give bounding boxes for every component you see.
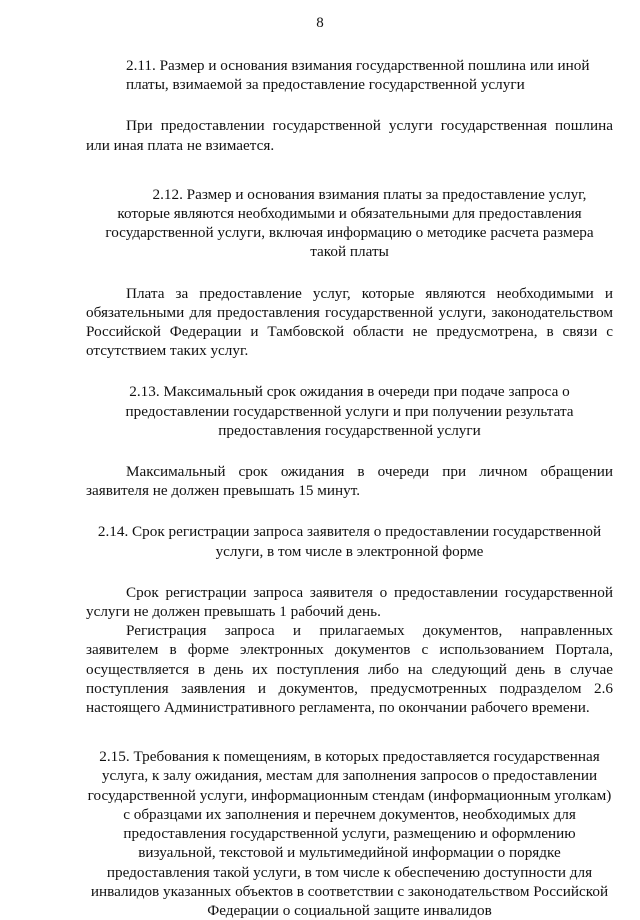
document-body — [86, 56, 613, 920]
section-2-14-paragraph-1: Срок регистрации запроса заявителя о предоставлении государственной услуги не должен превышать 1 рабочий день. — [86, 583, 613, 621]
section-2-12-paragraph: Плата за предоставление услуг, которые являются необходимыми и обязательными для предоставления государственной услуги, законодательством Российской Федерации и Тамбовской области не предусмотрена, в связи с отсутствием таких услуг. — [86, 284, 613, 360]
section-2-14-paragraph-2: Регистрация запроса и прилагаемых документов, направленных заявителем в форме электронных документов с использованием Портала, осуществляется в день их поступления либо на следующий день в случае поступления заявления и документов, предусмотренных подразделом 2.6 настоящего Административного регламента, по окончании рабочего времени. — [86, 622, 613, 717]
section-2-15-heading: 2.15. Требования к помещениям, в которых предоставляется государственная услуга, к залу ожидания, местам для заполнения запросов о предоставлении государственной услуги, информационным стендам (информационным уголкам) с образцами их заполнения и перечнем документов, необходимых для предоставления государственной услуги, размещению и оформлению визуальной, текстовой и мультимедийной информации о порядке предоставления такой услуги, в том числе к обеспечению доступности для инвалидов указанных объектов в соответствии с законодательством Российской Федерации о социальной защите инвалидов — [87, 748, 612, 919]
section-2-11-heading: 2.11. Размер и основания взимания государственной пошлина или иной платы, взимаемой за предоставление государственной услуги — [126, 57, 590, 94]
section-2-13-heading: 2.13. Максимальный срок ожидания в очереди при подаче запроса о предоставлении государственной услуги и при получении результата предоставления государственной услуги — [125, 383, 574, 439]
section-2-11-paragraph: При предоставлении государственной услуги государственная пошлина или иная плата не взимается. — [86, 117, 613, 154]
section-2-13-paragraph: Максимальный срок ожидания в очереди при личном обращении заявителя не должен превышать 15 минут. — [86, 463, 613, 500]
section-2-12-heading: 2.12. Размер и основания взимания платы за предоставление услуг, которые являются необходимыми и обязательными для предоставления государственной услуги, включая информацию о методике расчета размера такой платы — [105, 185, 594, 261]
page-number: 8 — [316, 15, 324, 31]
section-2-14-heading: 2.14. Срок регистрации запроса заявителя о предоставлении государственной услуги, в том числе в электронной форме — [97, 523, 602, 560]
